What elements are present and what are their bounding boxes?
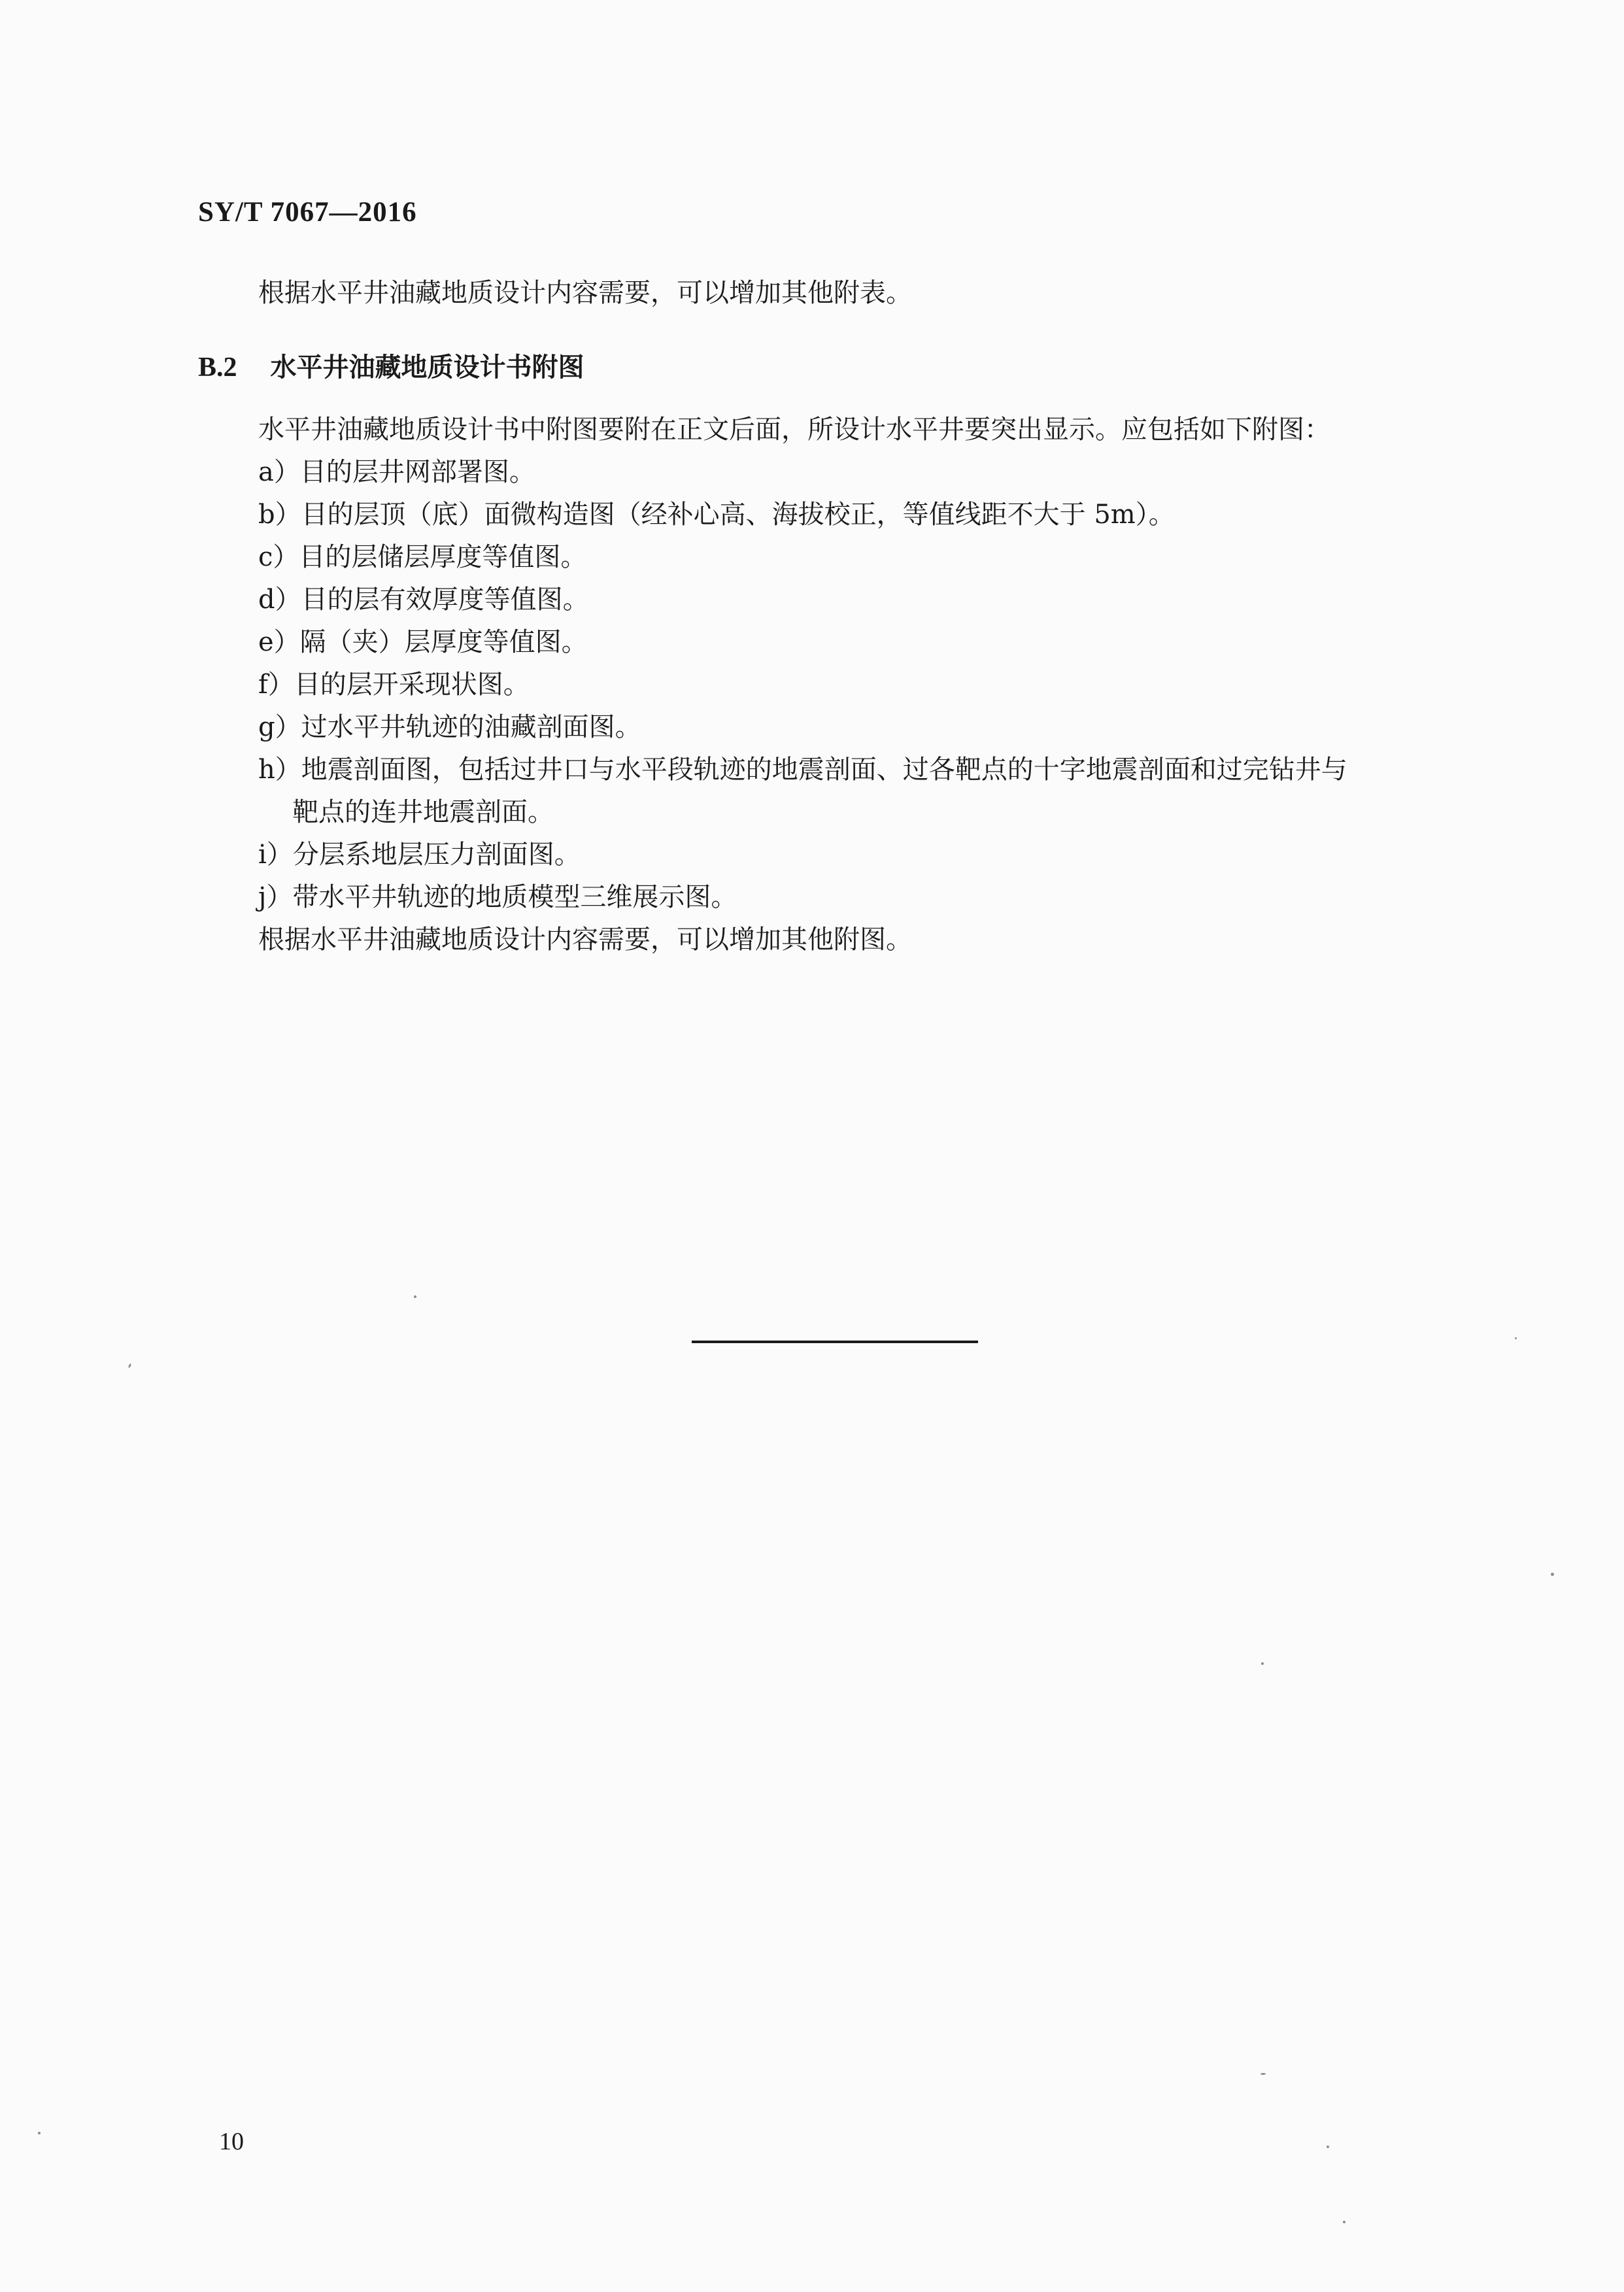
list-item-text: 目的层储层厚度等值图。 [299, 542, 587, 572]
scan-speck [1515, 1337, 1517, 1339]
scan-speck [1343, 2221, 1345, 2223]
list-item-label: g） [258, 712, 301, 742]
list-item-d [258, 584, 589, 615]
list-item-text: 目的层顶（底）面微构造图（经补心高、海拔校正，等值线距不大于 5m）。 [301, 500, 1175, 530]
list-item-text: 地震剖面图，包括过井口与水平段轨迹的地震剖面、过各靶点的十字地震剖面和过完钻井与 [301, 755, 1347, 785]
scan-speck [1261, 1662, 1264, 1665]
scan-speck [128, 1363, 132, 1369]
scan-speck [1260, 2073, 1266, 2075]
list-item-text: 目的层井网部署图。 [299, 457, 535, 487]
scan-speck [1551, 1573, 1554, 1576]
list-item-b [258, 499, 1175, 530]
list-item-h-continuation: 靶点的连井地震剖面。 [292, 797, 554, 827]
list-item-text: 带水平井轨迹的地质模型三维展示图。 [292, 882, 737, 912]
list-item-i [258, 839, 581, 870]
list-item-label: a） [258, 457, 300, 487]
list-item-label: i） [258, 840, 293, 870]
list-item-text: 目的层有效厚度等值图。 [301, 585, 589, 615]
list-item-label: b） [258, 500, 301, 530]
section-number: B.2 [198, 352, 237, 383]
standard-code-header: SY/T 7067—2016 [198, 197, 417, 228]
list-item-e [258, 626, 588, 658]
list-item-h [258, 754, 1347, 785]
list-item-label: h） [258, 755, 301, 785]
section-end-rule [692, 1341, 978, 1343]
list-item-label: d） [258, 585, 301, 615]
list-item-a [258, 456, 535, 488]
scan-speck [414, 1295, 416, 1298]
list-item-label: j） [258, 882, 293, 912]
scan-speck [1327, 2146, 1329, 2148]
list-item-text: 过水平井轨迹的油藏剖面图。 [301, 712, 641, 742]
figure-intro: 水平井油藏地质设计书中附图要附在正文后面，所设计水平井要突出显示。应包括如下附图： [258, 415, 1330, 445]
list-item-label: c） [258, 542, 299, 572]
list-item-g [258, 711, 641, 743]
list-item-f [258, 669, 530, 700]
figure-note: 根据水平井油藏地质设计内容需要，可以增加其他附图。 [258, 925, 912, 955]
list-item-text: 目的层开采现状图。 [294, 670, 530, 700]
list-item-text: 隔（夹）层厚度等值图。 [299, 627, 588, 657]
list-item-label: f） [258, 670, 294, 700]
list-item-text: 分层系地层压力剖面图。 [292, 840, 581, 870]
table-note: 根据水平井油藏地质设计内容需要，可以增加其他附表。 [258, 278, 912, 308]
scan-speck [38, 2132, 41, 2134]
section-heading-b2 [198, 347, 584, 384]
list-item-c [258, 541, 586, 573]
page-number: 10 [219, 2128, 244, 2155]
list-item-j [258, 881, 737, 913]
section-title: 水平井油藏地质设计书附图 [270, 352, 584, 383]
list-item-label: e） [258, 627, 300, 657]
